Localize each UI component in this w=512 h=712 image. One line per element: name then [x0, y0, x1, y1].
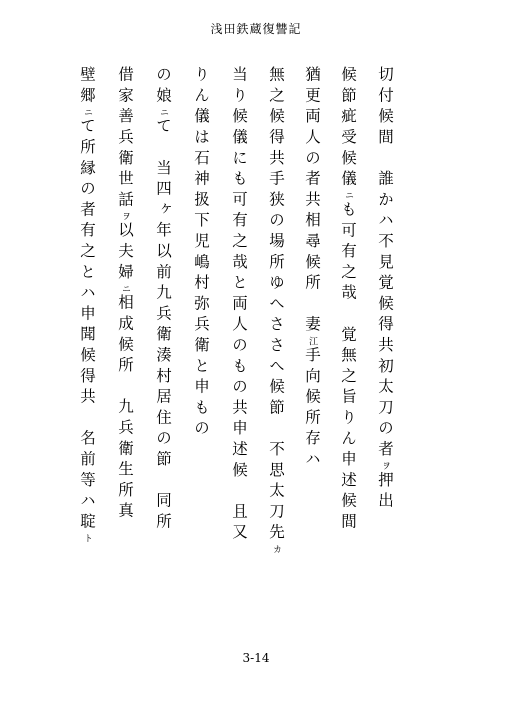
text-column-8	[115, 66, 135, 523]
okurigana-mark: ニ	[82, 107, 92, 118]
text-column-5	[229, 66, 249, 544]
okurigana-mark: ヲ	[120, 211, 130, 222]
text-segment: 切付候間 誰かハ不見覚候得共初太刀の者	[376, 66, 394, 462]
text-segment: りん儀は石神扱下児嶋村弥兵衛と申もの	[192, 66, 210, 441]
text-column-2	[338, 66, 358, 534]
text-segment: 押出	[376, 471, 394, 513]
text-column-4	[266, 66, 286, 554]
text-column-3	[302, 66, 322, 471]
okurigana-mark: 江	[307, 336, 317, 347]
text-column-9	[77, 66, 97, 544]
page-title: 浅田鉄蔵復讐記	[210, 22, 302, 36]
text-segment: 借家善兵衛世話	[116, 66, 134, 212]
page-number: 3-14	[242, 651, 270, 665]
okurigana-mark: ヲ	[380, 461, 390, 472]
text-segment: 候節疵受候儀	[339, 66, 357, 191]
text-column-6	[191, 66, 211, 440]
text-segment: 当り候儀にも可有之哉と両人のもの共申述候 且又	[230, 66, 248, 545]
text-segment: 壁郷	[78, 66, 96, 108]
okurigana-mark: ニ	[343, 190, 353, 201]
text-segment: 無之候得共手狭の場所ゆへささへ候節 不思太刀先	[267, 66, 285, 545]
text-column-7	[153, 66, 173, 534]
text-segment: 手向候所存ハ	[303, 346, 321, 472]
text-segment: の娘	[154, 66, 172, 108]
text-segment: 以夫婦	[116, 221, 134, 285]
okurigana-mark: カ	[271, 544, 281, 555]
text-column-1	[375, 66, 395, 513]
okurigana-mark: ニ	[158, 107, 168, 118]
text-segment: 相成候所 九兵衛生所真	[116, 294, 134, 523]
text-segment: も可有之哉 覚無之旨りん申述候間	[339, 200, 357, 534]
okurigana-mark: ニ	[120, 284, 130, 295]
okurigana-mark: ト	[82, 533, 92, 544]
text-segment: て所縁の者有之とハ申聞候得共 名前等ハ聢	[78, 117, 96, 534]
text-segment: 猶更両人の者共相尋候所 妻	[303, 66, 321, 337]
text-segment: て 当四ヶ年以前九兵衛湊村居住の節 同所	[154, 117, 172, 534]
